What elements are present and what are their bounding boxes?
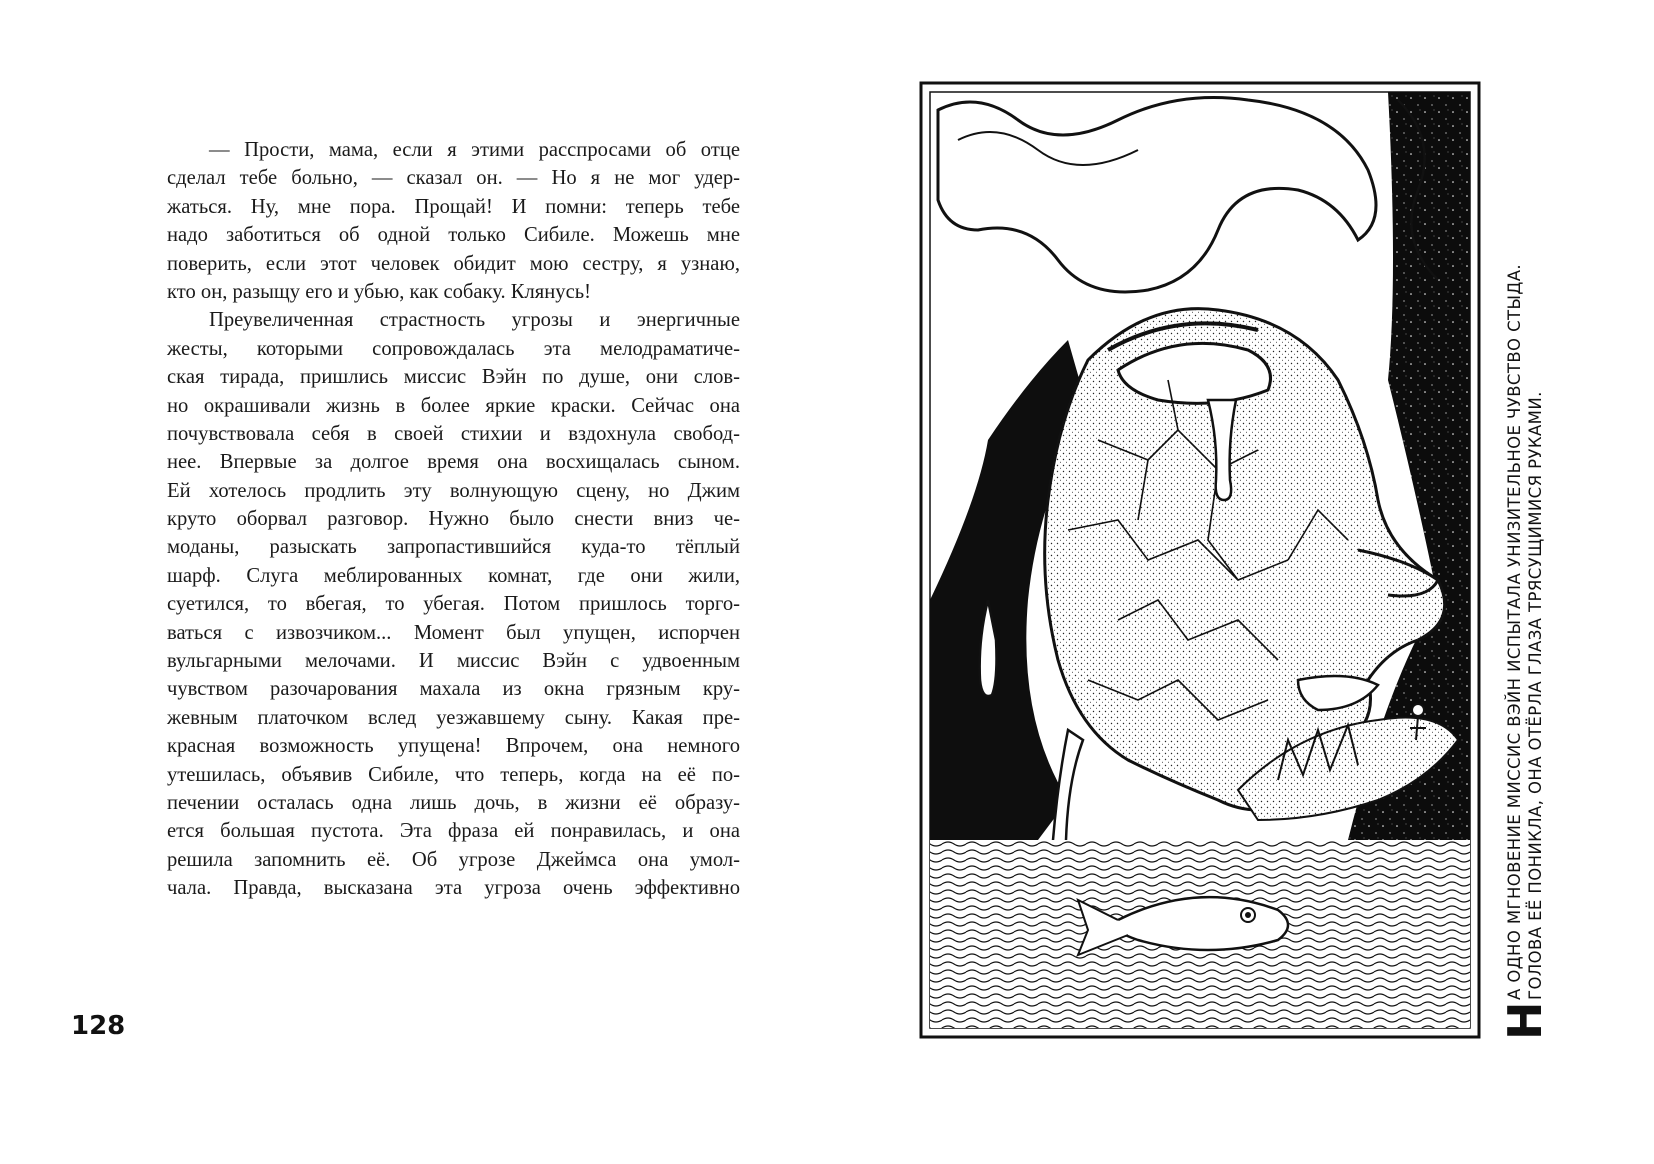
text-line: Преувеличенная страстность угрозы и энергичные — [209, 309, 740, 332]
text-line: красная возможность упущена! Впрочем, она немного — [167, 735, 740, 758]
text-line: — Прости, мама, если я этими расспросами об отце — [209, 139, 740, 161]
text-line: но окрашивали жизнь в более яркие краски. Сейчас она — [167, 394, 740, 417]
text-line: чувством разочарования махала из окна грязным кру- — [167, 678, 740, 701]
caption-line-2: ГОЛОВА ЕЁ ПОНИКЛА, ОНА ОТЁРЛА ГЛАЗА ТРЯСУЩИМИСЯ РУКАМИ. — [1526, 391, 1545, 1000]
text-line: вульгарными мелочами. И миссис Вэйн с удвоенным — [167, 650, 740, 673]
text-line: чала. Правда, высказана эта угроза очень эффективно — [167, 877, 740, 900]
page-number: 128 — [71, 1011, 126, 1041]
text-line: нее. Впервые за долгое время она восхищалась сыном. — [167, 451, 740, 474]
text-line: Ей хотелось продлить эту волнующую сцену, но Джим — [167, 479, 740, 502]
text-line: ется большая пустота. Эта фраза ей понравилась, и она — [167, 820, 740, 843]
text-line: сделал тебе больно, — сказал он. — Но я не мог удер- — [167, 167, 740, 190]
text-line: почувствовала себя в своей стихии и вздохнула свобод- — [167, 422, 740, 445]
text-line: кто он, разыщу его и убью, как собаку. Клянусь! — [167, 280, 591, 303]
text-line: утешилась, объявив Сибиле, что теперь, когда на её по- — [167, 763, 740, 786]
text-line: суетился, то вбегая, то убегая. Потом пришлось торго- — [167, 593, 740, 616]
text-line: круто оборвал разговор. Нужно было снести вниз че- — [167, 508, 740, 531]
caption — [1499, 240, 1599, 1040]
text-line: поверить, если этот человек обидит мою сестру, я узнаю, — [167, 252, 740, 275]
caption-line-1: А ОДНО МГНОВЕНИЕ МИССИС ВЭЙН ИСПЫТАЛА УНИЗИТЕЛЬНОЕ ЧУВСТВО СТЫДА. — [1505, 263, 1524, 1000]
text-line: решила запомнить её. Об угрозе Джеймса она умол- — [167, 848, 740, 871]
text-line: жесты, которыми сопровождалась эта мелодраматиче- — [167, 337, 740, 360]
text-line: надо заботиться об одной только Сибиле. Можешь мне — [167, 224, 740, 247]
text-line: моданы, разыскать запропастившийся куда-то тёплый — [167, 536, 740, 559]
text-line: печении осталась одна лишь дочь, в жизни её образу- — [167, 791, 740, 814]
text-line: ская тирада, пришлись миссис Вэйн по душе, они слов- — [167, 366, 740, 389]
text-line: ваться с извозчиком... Момент был упущен, испорчен — [167, 621, 740, 644]
body-text — [167, 136, 740, 903]
text-line: жаться. Ну, мне пора. Прощай! И помни: теперь тебе — [167, 195, 740, 218]
caption-drop-cap: Н — [1498, 1001, 1552, 1040]
text-line: жевным платочком вслед уезжавшему сыну. Какая пре- — [167, 706, 740, 729]
illustration — [918, 80, 1482, 1040]
text-line: шарф. Слуга меблированных комнат, где они жили, — [167, 564, 740, 587]
